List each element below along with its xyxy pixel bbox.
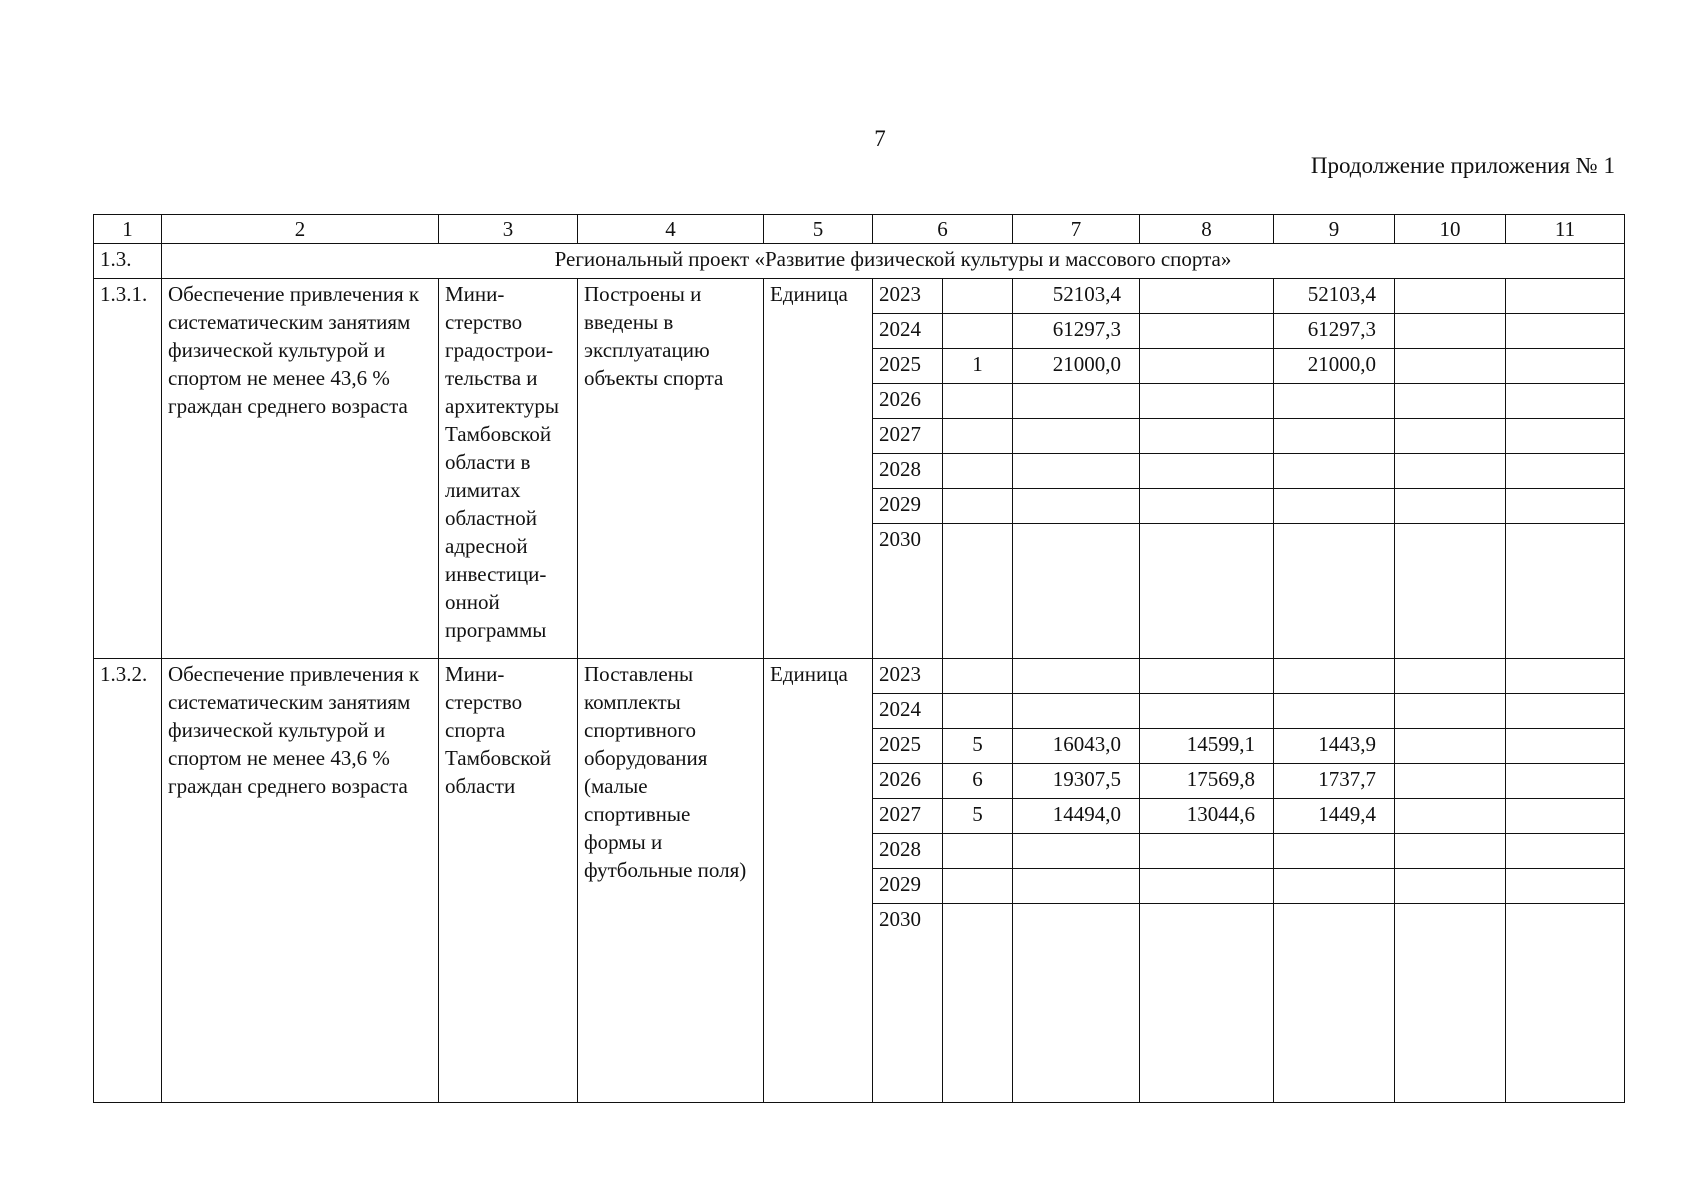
column-number: 11 bbox=[1506, 215, 1625, 244]
value-cell-c7 bbox=[1013, 904, 1140, 1103]
quantity-cell bbox=[943, 659, 1013, 694]
value-cell-c10 bbox=[1395, 834, 1506, 869]
value-cell-c7 bbox=[1013, 659, 1140, 694]
value-cell-c7 bbox=[1013, 834, 1140, 869]
value-cell-c8 bbox=[1140, 454, 1274, 489]
value-cell-c10 bbox=[1395, 869, 1506, 904]
quantity-cell bbox=[943, 384, 1013, 419]
item-result: Обеспечение привлечения к систематическим занятиям физической культурой и спортом не менее 43,6 % граждан среднего возраста bbox=[162, 659, 439, 1103]
item-indicator: Построены и введены в эксплуатацию объекты спорта bbox=[578, 279, 764, 659]
year-cell: 2028 bbox=[873, 834, 943, 869]
value-cell-c8 bbox=[1140, 834, 1274, 869]
appendix-note: Продолжение приложения № 1 bbox=[1310, 153, 1615, 178]
value-cell-c11 bbox=[1506, 314, 1625, 349]
value-cell-c10 bbox=[1395, 279, 1506, 314]
value-cell-c8 bbox=[1140, 694, 1274, 729]
value-cell-c9: 1443,9 bbox=[1274, 729, 1395, 764]
value-cell-c10 bbox=[1395, 419, 1506, 454]
quantity-cell bbox=[943, 489, 1013, 524]
value-cell-c7 bbox=[1013, 419, 1140, 454]
value-cell-c11 bbox=[1506, 694, 1625, 729]
value-cell-c9 bbox=[1274, 869, 1395, 904]
value-cell-c11 bbox=[1506, 349, 1625, 384]
column-number: 10 bbox=[1395, 215, 1506, 244]
value-cell-c7 bbox=[1013, 384, 1140, 419]
value-cell-c11 bbox=[1506, 799, 1625, 834]
section-row bbox=[94, 244, 1625, 279]
value-cell-c11 bbox=[1506, 279, 1625, 314]
year-cell: 2030 bbox=[873, 524, 943, 659]
value-cell-c10 bbox=[1395, 764, 1506, 799]
value-cell-c8 bbox=[1140, 384, 1274, 419]
column-number: 3 bbox=[439, 215, 578, 244]
column-number-row bbox=[94, 215, 1625, 244]
item-unit: Единица bbox=[764, 659, 873, 1103]
value-cell-c7 bbox=[1013, 489, 1140, 524]
value-cell-c7: 14494,0 bbox=[1013, 799, 1140, 834]
item-unit: Единица bbox=[764, 279, 873, 659]
table-row bbox=[94, 659, 1625, 694]
column-number: 7 bbox=[1013, 215, 1140, 244]
value-cell-c8 bbox=[1140, 279, 1274, 314]
value-cell-c9 bbox=[1274, 454, 1395, 489]
value-cell-c10 bbox=[1395, 659, 1506, 694]
quantity-cell bbox=[943, 454, 1013, 489]
value-cell-c11 bbox=[1506, 419, 1625, 454]
value-cell-c10 bbox=[1395, 694, 1506, 729]
value-cell-c11 bbox=[1506, 384, 1625, 419]
value-cell-c10 bbox=[1395, 524, 1506, 659]
value-cell-c9 bbox=[1274, 524, 1395, 659]
quantity-cell: 5 bbox=[943, 729, 1013, 764]
year-cell: 2025 bbox=[873, 349, 943, 384]
column-number: 8 bbox=[1140, 215, 1274, 244]
quantity-cell: 1 bbox=[943, 349, 1013, 384]
year-cell: 2026 bbox=[873, 764, 943, 799]
value-cell-c10 bbox=[1395, 349, 1506, 384]
item-indicator: Поставлены комплекты спортивного оборудования (малые спортивные формы и футбольные поля) bbox=[578, 659, 764, 1103]
value-cell-c11 bbox=[1506, 764, 1625, 799]
value-cell-c8 bbox=[1140, 869, 1274, 904]
item-responsible: Мини-стерство градострои-тельства и архитектуры Тамбовской области в лимитах областной адресной инвестици-онной программы bbox=[439, 279, 578, 659]
column-number: 1 bbox=[94, 215, 162, 244]
value-cell-c8 bbox=[1140, 489, 1274, 524]
value-cell-c9 bbox=[1274, 834, 1395, 869]
item-result: Обеспечение привлечения к систематическим занятиям физической культурой и спортом не менее 43,6 % граждан среднего возраста bbox=[162, 279, 439, 659]
quantity-cell bbox=[943, 834, 1013, 869]
section-title: Региональный проект «Развитие физической культуры и массового спорта» bbox=[162, 244, 1625, 279]
value-cell-c9 bbox=[1274, 659, 1395, 694]
value-cell-c8 bbox=[1140, 349, 1274, 384]
value-cell-c7: 19307,5 bbox=[1013, 764, 1140, 799]
quantity-cell bbox=[943, 279, 1013, 314]
quantity-cell bbox=[943, 524, 1013, 659]
value-cell-c10 bbox=[1395, 799, 1506, 834]
quantity-cell bbox=[943, 314, 1013, 349]
year-cell: 2027 bbox=[873, 419, 943, 454]
value-cell-c11 bbox=[1506, 729, 1625, 764]
item-code: 1.3.2. bbox=[94, 659, 162, 1103]
year-cell: 2023 bbox=[873, 279, 943, 314]
value-cell-c10 bbox=[1395, 314, 1506, 349]
column-number: 4 bbox=[578, 215, 764, 244]
value-cell-c9 bbox=[1274, 419, 1395, 454]
value-cell-c8 bbox=[1140, 524, 1274, 659]
value-cell-c8 bbox=[1140, 904, 1274, 1103]
value-cell-c10 bbox=[1395, 489, 1506, 524]
item-code: 1.3.1. bbox=[94, 279, 162, 659]
quantity-cell bbox=[943, 869, 1013, 904]
table-row bbox=[94, 279, 1625, 314]
value-cell-c9: 1449,4 bbox=[1274, 799, 1395, 834]
value-cell-c11 bbox=[1506, 869, 1625, 904]
value-cell-c11 bbox=[1506, 904, 1625, 1103]
value-cell-c7 bbox=[1013, 694, 1140, 729]
value-cell-c8: 13044,6 bbox=[1140, 799, 1274, 834]
value-cell-c9 bbox=[1274, 904, 1395, 1103]
column-number: 2 bbox=[162, 215, 439, 244]
section-code: 1.3. bbox=[94, 244, 162, 279]
column-number: 6 bbox=[873, 215, 1013, 244]
quantity-cell bbox=[943, 904, 1013, 1103]
value-cell-c10 bbox=[1395, 454, 1506, 489]
value-cell-c7: 61297,3 bbox=[1013, 314, 1140, 349]
year-cell: 2024 bbox=[873, 694, 943, 729]
year-cell: 2026 bbox=[873, 384, 943, 419]
value-cell-c11 bbox=[1506, 659, 1625, 694]
value-cell-c8 bbox=[1140, 659, 1274, 694]
column-number: 5 bbox=[764, 215, 873, 244]
year-cell: 2025 bbox=[873, 729, 943, 764]
value-cell-c11 bbox=[1506, 834, 1625, 869]
value-cell-c11 bbox=[1506, 489, 1625, 524]
year-cell: 2028 bbox=[873, 454, 943, 489]
quantity-cell: 6 bbox=[943, 764, 1013, 799]
value-cell-c7: 16043,0 bbox=[1013, 729, 1140, 764]
value-cell-c9 bbox=[1274, 384, 1395, 419]
value-cell-c9: 52103,4 bbox=[1274, 279, 1395, 314]
page-number: 7 bbox=[874, 126, 886, 151]
column-number: 9 bbox=[1274, 215, 1395, 244]
value-cell-c8 bbox=[1140, 314, 1274, 349]
value-cell-c9: 1737,7 bbox=[1274, 764, 1395, 799]
year-cell: 2024 bbox=[873, 314, 943, 349]
year-cell: 2023 bbox=[873, 659, 943, 694]
year-cell: 2027 bbox=[873, 799, 943, 834]
value-cell-c7 bbox=[1013, 869, 1140, 904]
value-cell-c10 bbox=[1395, 384, 1506, 419]
value-cell-c11 bbox=[1506, 454, 1625, 489]
year-cell: 2030 bbox=[873, 904, 943, 1103]
value-cell-c7: 52103,4 bbox=[1013, 279, 1140, 314]
quantity-cell bbox=[943, 419, 1013, 454]
value-cell-c9 bbox=[1274, 694, 1395, 729]
quantity-cell: 5 bbox=[943, 799, 1013, 834]
value-cell-c9: 61297,3 bbox=[1274, 314, 1395, 349]
value-cell-c8: 17569,8 bbox=[1140, 764, 1274, 799]
value-cell-c7 bbox=[1013, 524, 1140, 659]
value-cell-c8 bbox=[1140, 419, 1274, 454]
value-cell-c8: 14599,1 bbox=[1140, 729, 1274, 764]
year-cell: 2029 bbox=[873, 869, 943, 904]
year-cell: 2029 bbox=[873, 489, 943, 524]
value-cell-c10 bbox=[1395, 729, 1506, 764]
value-cell-c7: 21000,0 bbox=[1013, 349, 1140, 384]
value-cell-c9 bbox=[1274, 489, 1395, 524]
item-responsible: Мини-стерство спорта Тамбовской области bbox=[439, 659, 578, 1103]
quantity-cell bbox=[943, 694, 1013, 729]
value-cell-c11 bbox=[1506, 524, 1625, 659]
value-cell-c9: 21000,0 bbox=[1274, 349, 1395, 384]
value-cell-c10 bbox=[1395, 904, 1506, 1103]
value-cell-c7 bbox=[1013, 454, 1140, 489]
program-table bbox=[93, 214, 1625, 1103]
